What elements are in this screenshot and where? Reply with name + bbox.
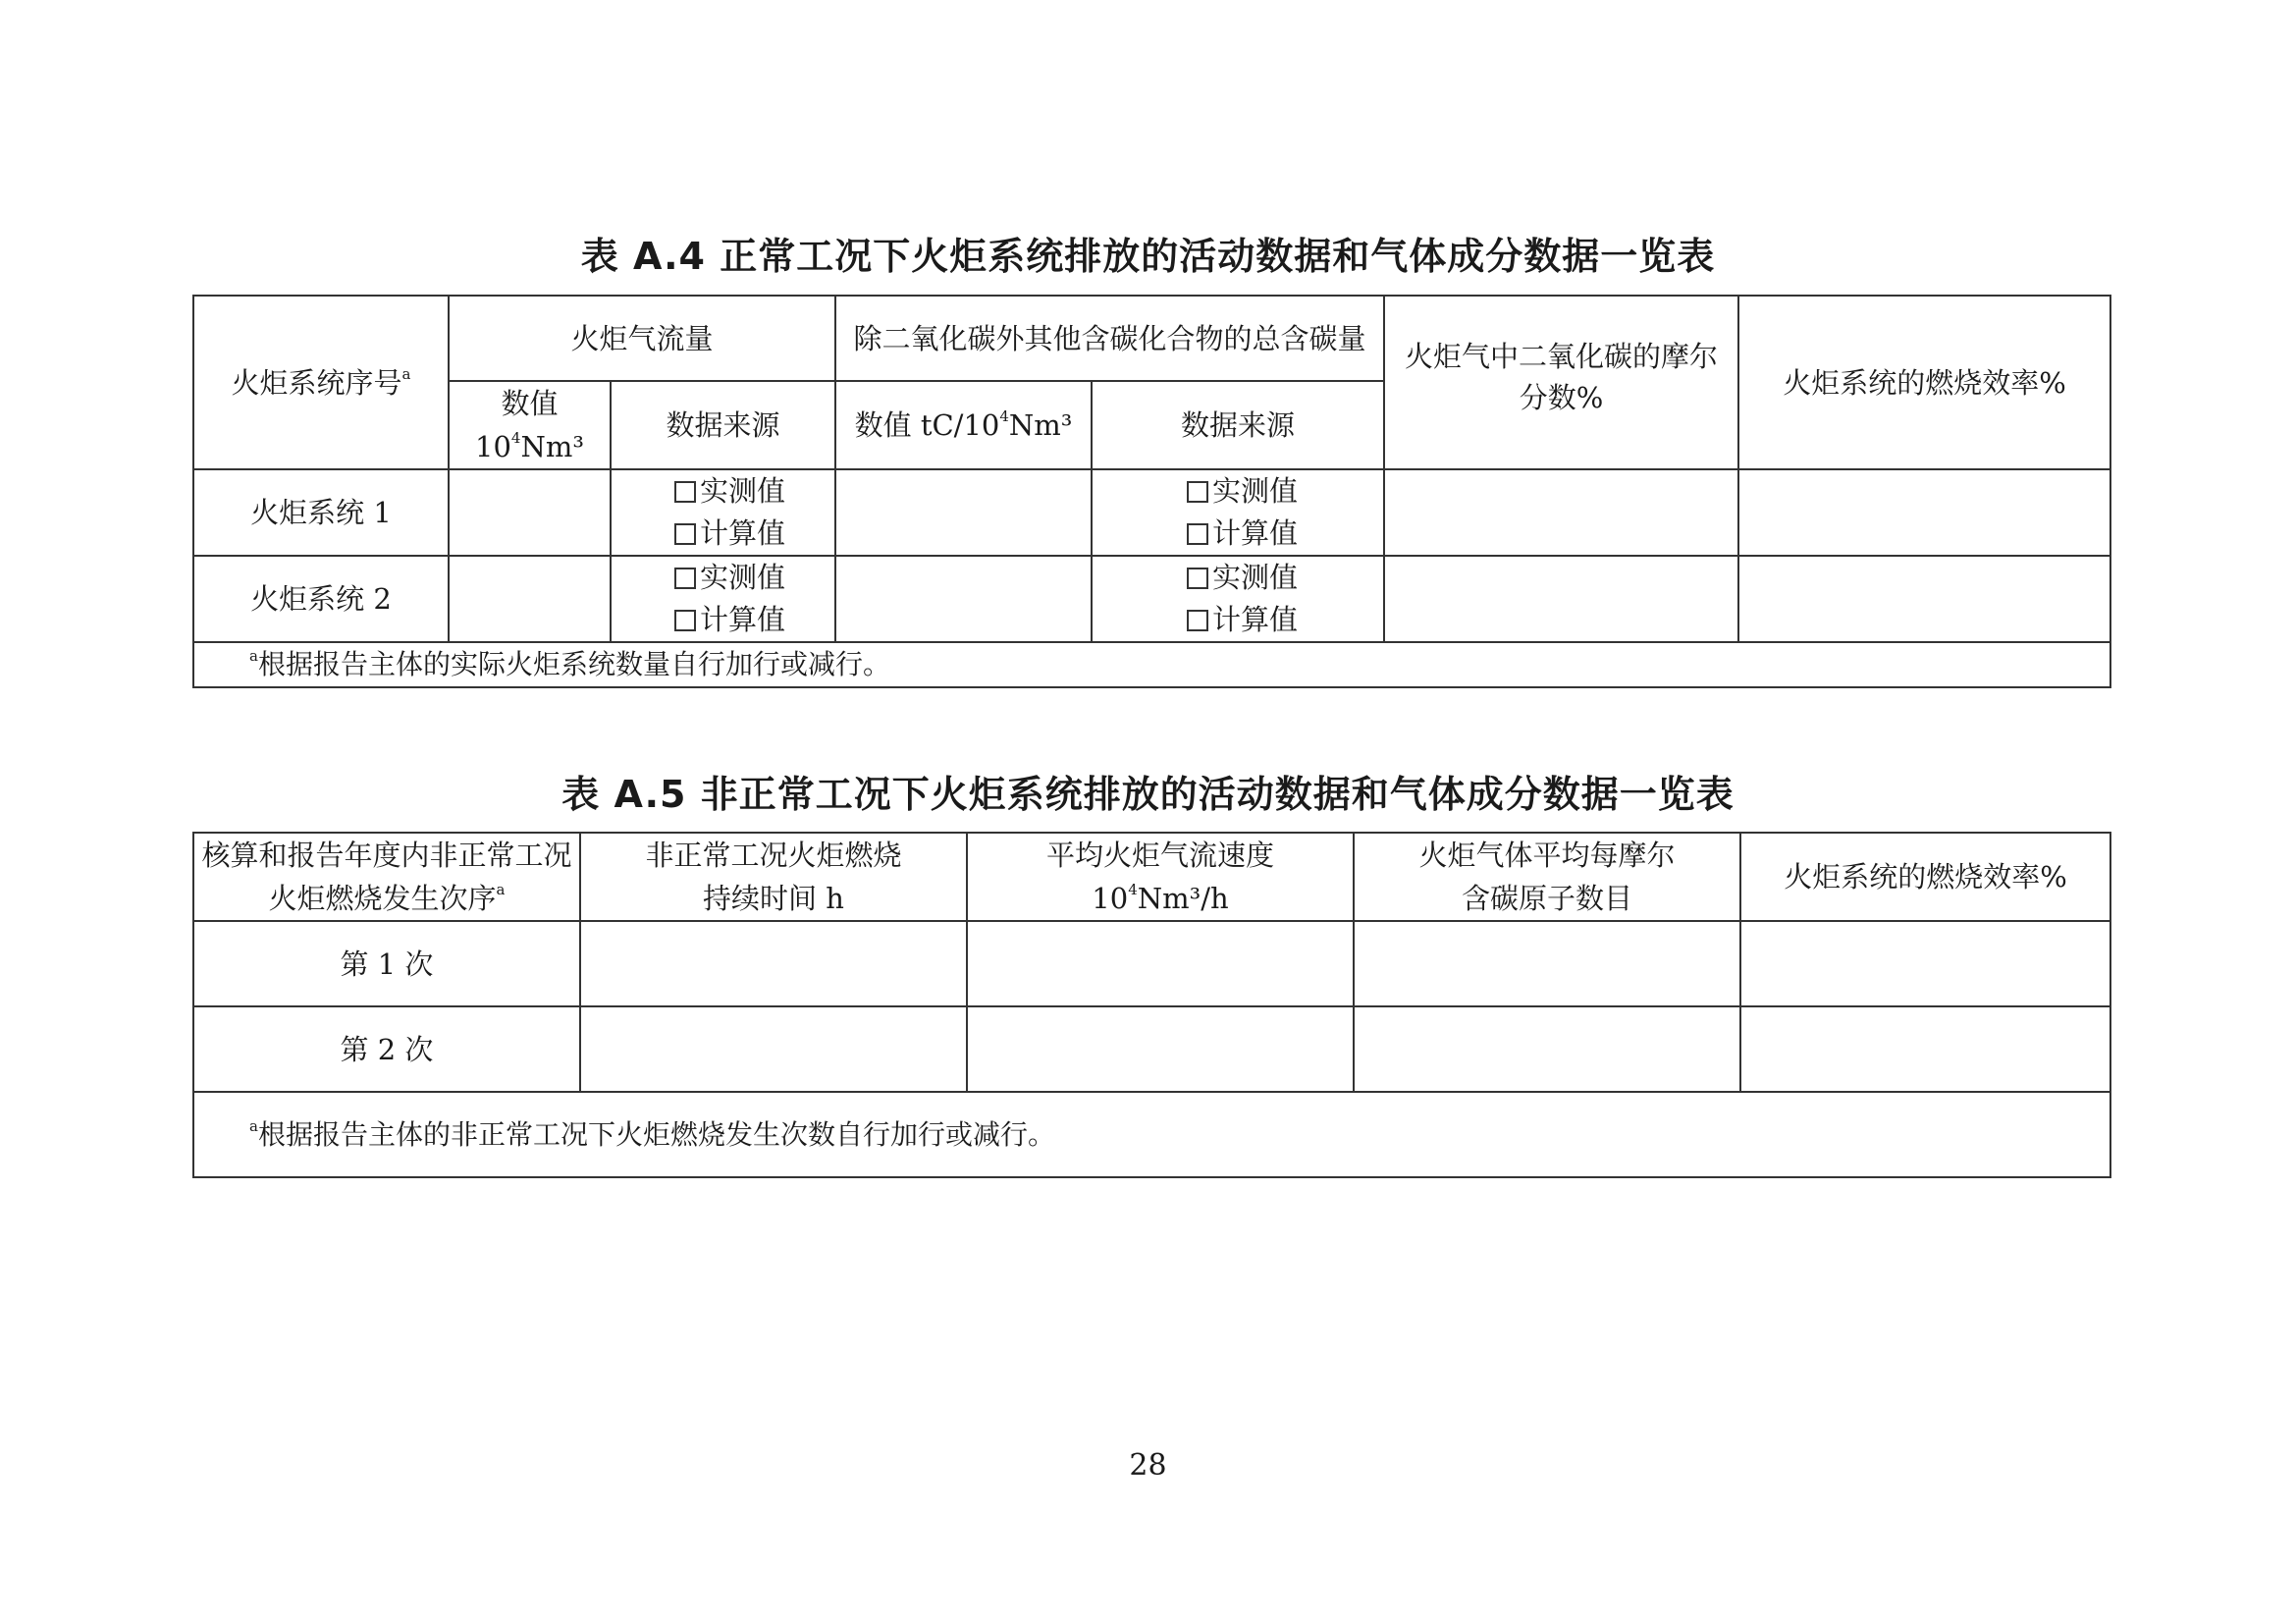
checkbox-square-icon xyxy=(1187,481,1208,503)
checkbox-square-icon xyxy=(674,523,696,545)
page-number: 28 xyxy=(1129,1448,1167,1483)
row-label: 第 1 次 xyxy=(193,921,580,1006)
carbon-value-cell[interactable] xyxy=(835,556,1092,642)
checkbox-square-icon xyxy=(674,481,696,503)
checkbox-calculated[interactable]: 计算值 xyxy=(617,599,828,641)
table-a5-title: 表 A.5 非正常工况下火炬系统排放的活动数据和气体成分数据一览表 xyxy=(561,773,1735,816)
table-row xyxy=(193,921,2110,1006)
table-a4 xyxy=(192,295,2111,688)
checkbox-calculated[interactable]: 计算值 xyxy=(617,513,828,555)
carbon-atoms-cell[interactable] xyxy=(1354,1006,1740,1092)
carbon-atoms-cell[interactable] xyxy=(1354,921,1740,1006)
co2-molar-cell[interactable] xyxy=(1384,556,1738,642)
checkbox-measured[interactable]: 实测值 xyxy=(1098,557,1377,599)
row-label: 火炬系统 2 xyxy=(193,556,449,642)
header-carbon-value: 数值 $tC/10^4Nm^3$ xyxy=(835,381,1092,469)
table-note: $^a$根据报告主体的非正常工况下火炬燃烧发生次数自行加行或减行。 xyxy=(193,1092,2110,1177)
header-flow-source: 数据来源 xyxy=(611,381,835,469)
header-flow-group: 火炬气流量 xyxy=(449,296,835,381)
checkbox-measured[interactable]: 实测值 xyxy=(617,470,828,513)
flow-source-cell xyxy=(611,469,835,556)
efficiency-cell[interactable] xyxy=(1738,469,2110,556)
checkbox-square-icon xyxy=(1187,568,1208,589)
carbon-source-cell xyxy=(1092,469,1384,556)
header-duration: 非正常工况火炬燃烧 持续时间 h xyxy=(580,833,967,921)
checkbox-measured[interactable]: 实测值 xyxy=(617,557,828,599)
row-label: 火炬系统 1 xyxy=(193,469,449,556)
header-flow-value: 数值 $10^4Nm^3$ xyxy=(449,381,611,469)
header-efficiency: 火炬系统的燃烧效率% xyxy=(1738,296,2110,469)
checkbox-measured[interactable]: 实测值 xyxy=(1098,470,1377,513)
header-carbon-source: 数据来源 xyxy=(1092,381,1384,469)
checkbox-calculated[interactable]: 计算值 xyxy=(1098,599,1377,641)
header-occurrence: 核算和报告年度内非正常工况 火炬燃烧发生次序$^a$ xyxy=(193,833,580,921)
duration-cell[interactable] xyxy=(580,1006,967,1092)
table-note: $^a$根据报告主体的实际火炬系统数量自行加行或减行。 xyxy=(193,642,2110,687)
table-a5 xyxy=(192,832,2111,1178)
flow-value-cell[interactable] xyxy=(449,556,611,642)
header-co2-molar: 火炬气中二氧化碳的摩尔分数% xyxy=(1384,296,1738,469)
header-efficiency: 火炬系统的燃烧效率% xyxy=(1740,833,2110,921)
checkbox-square-icon xyxy=(674,568,696,589)
efficiency-cell[interactable] xyxy=(1738,556,2110,642)
efficiency-cell[interactable] xyxy=(1740,1006,2110,1092)
header-carbon-atoms: 火炬气体平均每摩尔 含碳原子数目 xyxy=(1354,833,1740,921)
table-a5-header-row xyxy=(193,833,2110,921)
header-speed: 平均火炬气流速度 $10^4Nm^3/h$ xyxy=(967,833,1354,921)
co2-molar-cell[interactable] xyxy=(1384,469,1738,556)
flow-value-cell[interactable] xyxy=(449,469,611,556)
speed-cell[interactable] xyxy=(967,921,1354,1006)
table-row xyxy=(193,1006,2110,1092)
table-note-row xyxy=(193,1092,2110,1177)
checkbox-calculated[interactable]: 计算值 xyxy=(1098,513,1377,555)
table-row xyxy=(193,469,2110,556)
checkbox-square-icon xyxy=(1187,610,1208,631)
header-carbon-group: 除二氧化碳外其他含碳化合物的总含碳量 xyxy=(835,296,1384,381)
table-a4-header-row xyxy=(193,296,2110,381)
flow-source-cell xyxy=(611,556,835,642)
table-a4-title: 表 A.4 正常工况下火炬系统排放的活动数据和气体成分数据一览表 xyxy=(580,235,1716,278)
header-serial: 火炬系统序号$^a$ xyxy=(193,296,449,469)
checkbox-square-icon xyxy=(674,610,696,631)
speed-cell[interactable] xyxy=(967,1006,1354,1092)
row-label: 第 2 次 xyxy=(193,1006,580,1092)
checkbox-square-icon xyxy=(1187,523,1208,545)
table-note-row xyxy=(193,642,2110,687)
carbon-value-cell[interactable] xyxy=(835,469,1092,556)
table-row xyxy=(193,556,2110,642)
duration-cell[interactable] xyxy=(580,921,967,1006)
efficiency-cell[interactable] xyxy=(1740,921,2110,1006)
carbon-source-cell xyxy=(1092,556,1384,642)
